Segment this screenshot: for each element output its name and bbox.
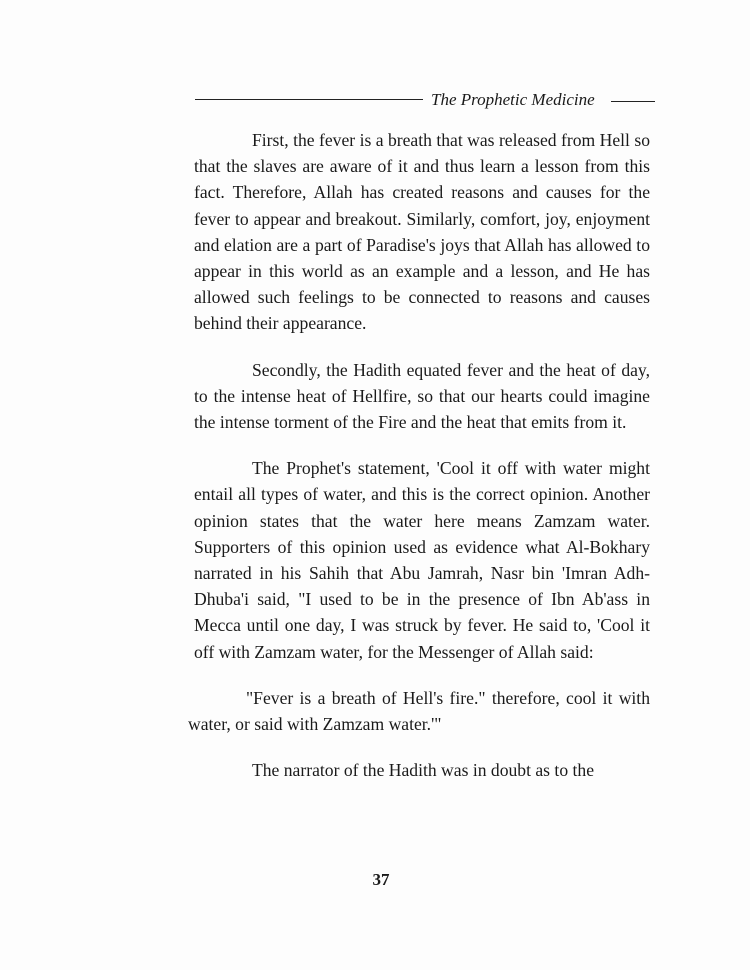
paragraph-hadith-quote: "Fever is a breath of Hell's fire." therefore, cool it with water, or said with Zamzam water.'" <box>188 687 650 735</box>
header-rule-left <box>195 99 423 100</box>
paragraph-secondly: Secondly, the Hadith equated fever and the heat of day, to the intense heat of Hellfire, so that our hearts could imagine the intense torment of the Fire and the heat that emits from it. <box>194 359 650 433</box>
running-header <box>195 90 655 112</box>
paragraph-prophets-statement: The Prophet's statement, 'Cool it off with water might entail all types of water, and this is the correct opinion. Another opinion states that the water here means Zamzam water. Supporters of this opinion used as evidence what Al-Bokhary narrated in his Sahih that Abu Jamrah, Nasr bin 'Imran Adh-Dhuba'i said, "I used to be in the presence of Ibn Ab'ass in Mecca until one day, I was struck by fever. He said to, 'Cool it off with Zamzam water, for the Messenger of Allah said: <box>194 458 650 662</box>
header-rule-right <box>611 101 655 102</box>
page-number: 37 <box>372 870 390 889</box>
paragraph-narrator: The narrator of the Hadith was in doubt as to the <box>252 760 595 781</box>
header-title: The Prophetic Medicine <box>431 90 595 109</box>
body-text <box>188 127 650 783</box>
paragraph-first: First, the fever is a breath that was released from Hell so that the slaves are aware of it and thus learn a lesson from this fact. Therefore, Allah has created reasons and causes for the fever to appear and breakout. Similarly, comfort, joy, enjoyment and elation are a part of Paradise's joys that Allah has allowed to appear in this world as an example and a lesson, and He has allowed such feelings to be connected to reasons and causes behind their appearance. <box>194 130 650 334</box>
